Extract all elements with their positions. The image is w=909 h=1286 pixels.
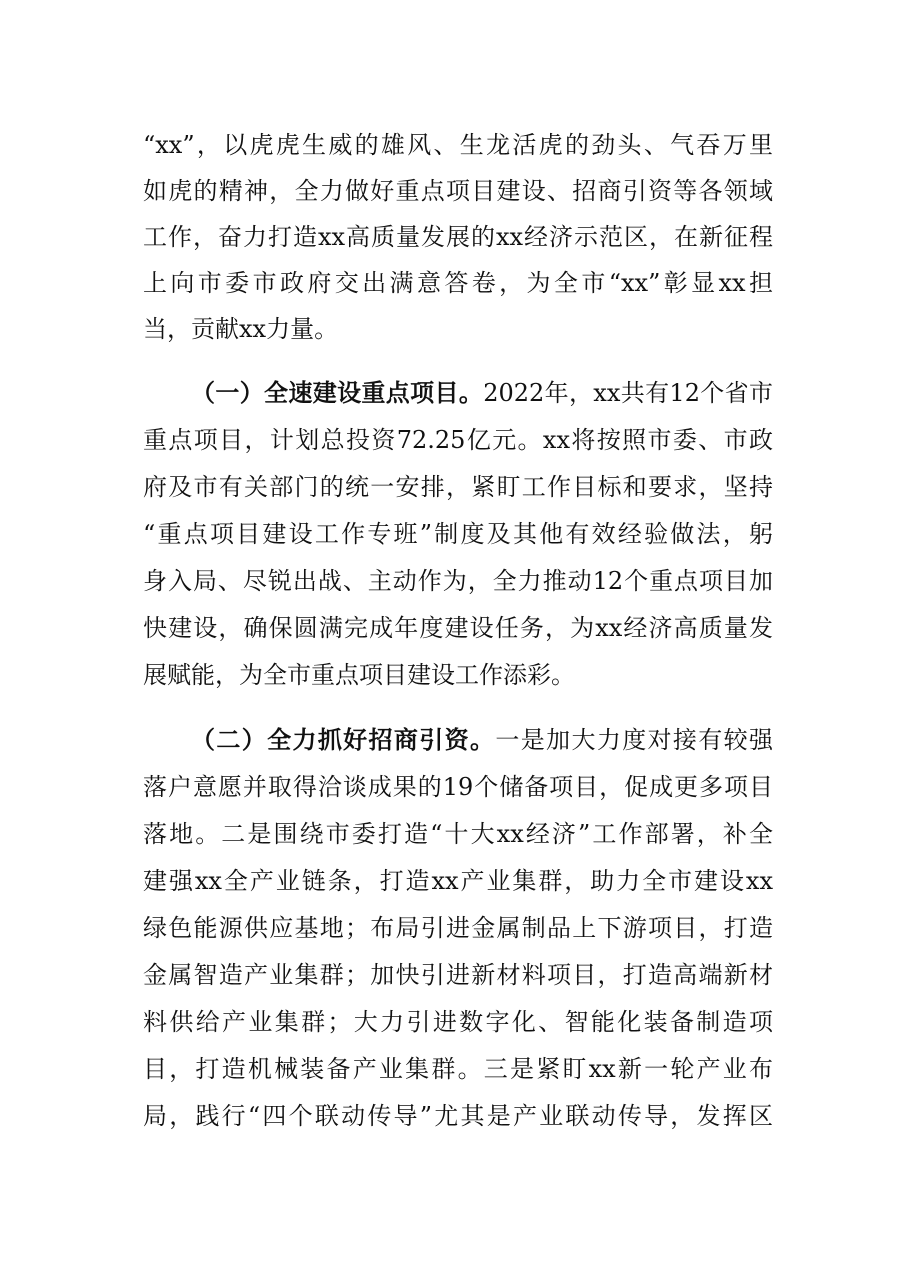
line-text: 快建设，确保圆满完成年度建设任务，为xx经济高质量发 <box>143 614 773 642</box>
text-line <box>143 655 773 695</box>
line-text: 料供给产业集群；大力引进数字化、智能化装备制造项 <box>143 1008 773 1036</box>
text-line <box>143 767 773 807</box>
line-text: 落户意愿并取得洽谈成果的19个储备项目，促成更多项目 <box>143 773 773 801</box>
text-line <box>143 171 773 211</box>
line-text: 府及市有关部门的统一安排，紧盯工作目标和要求，坚持 <box>143 473 773 501</box>
text-line <box>191 720 773 760</box>
text-line <box>143 514 773 554</box>
line-text: 身入局、尽锐出战、主动作为，全力推动12个重点项目加 <box>143 567 773 595</box>
text-line <box>143 608 773 648</box>
text-line <box>191 373 773 413</box>
line-text: 重点项目，计划总投资72.25亿元。xx将按照市委、市政 <box>143 426 773 454</box>
text-line <box>143 955 773 995</box>
text-line <box>143 908 773 948</box>
line-text: 展赋能，为全市重点项目建设工作添彩。 <box>143 661 575 689</box>
section-heading: （一）全速建设重点项目。 <box>191 378 484 407</box>
text-line <box>143 217 773 257</box>
line-text: 如虎的精神，全力做好重点项目建设、招商引资等各领域 <box>143 177 773 205</box>
text-line <box>143 814 773 854</box>
text-line <box>143 467 773 507</box>
text-line <box>143 1002 773 1042</box>
line-text: 工作，奋力打造xx高质量发展的xx经济示范区，在新征程 <box>143 223 773 251</box>
text-line <box>143 420 773 460</box>
line-text: 一是加大力度对接有较强 <box>495 726 774 754</box>
line-text: 落地。二是围绕市委打造“十大xx经济”工作部署，补全 <box>143 820 773 848</box>
line-text: 建强xx全产业链条，打造xx产业集群，助力全市建设xx <box>143 867 773 895</box>
text-line <box>143 125 773 165</box>
text-line <box>143 263 773 303</box>
text-line <box>143 1049 773 1089</box>
line-text: 局，践行“四个联动传导”尤其是产业联动传导，发挥区 <box>143 1102 773 1130</box>
line-text: “xx”，以虎虎生威的雄风、生龙活虎的劲头、气吞万里 <box>143 131 773 159</box>
text-line <box>143 561 773 601</box>
line-text: “重点项目建设工作专班”制度及其他有效经验做法，躬 <box>143 520 773 548</box>
section-heading: （二）全力抓好招商引资。 <box>191 725 496 754</box>
text-line <box>143 309 773 349</box>
line-text: 目，打造机械装备产业集群。三是紧盯xx新一轮产业布 <box>143 1055 773 1083</box>
line-text: 绿色能源供应基地；布局引进金属制品上下游项目，打造 <box>143 914 773 942</box>
line-text: 2022年，xx共有12个省市 <box>483 379 774 407</box>
text-line <box>143 1096 773 1136</box>
line-text: 当，贡献xx力量。 <box>143 315 339 343</box>
line-text: 金属智造产业集群；加快引进新材料项目，打造高端新材 <box>143 961 773 989</box>
line-text: 上向市委市政府交出满意答卷，为全市“xx”彰显xx担 <box>143 269 773 297</box>
text-line <box>143 861 773 901</box>
